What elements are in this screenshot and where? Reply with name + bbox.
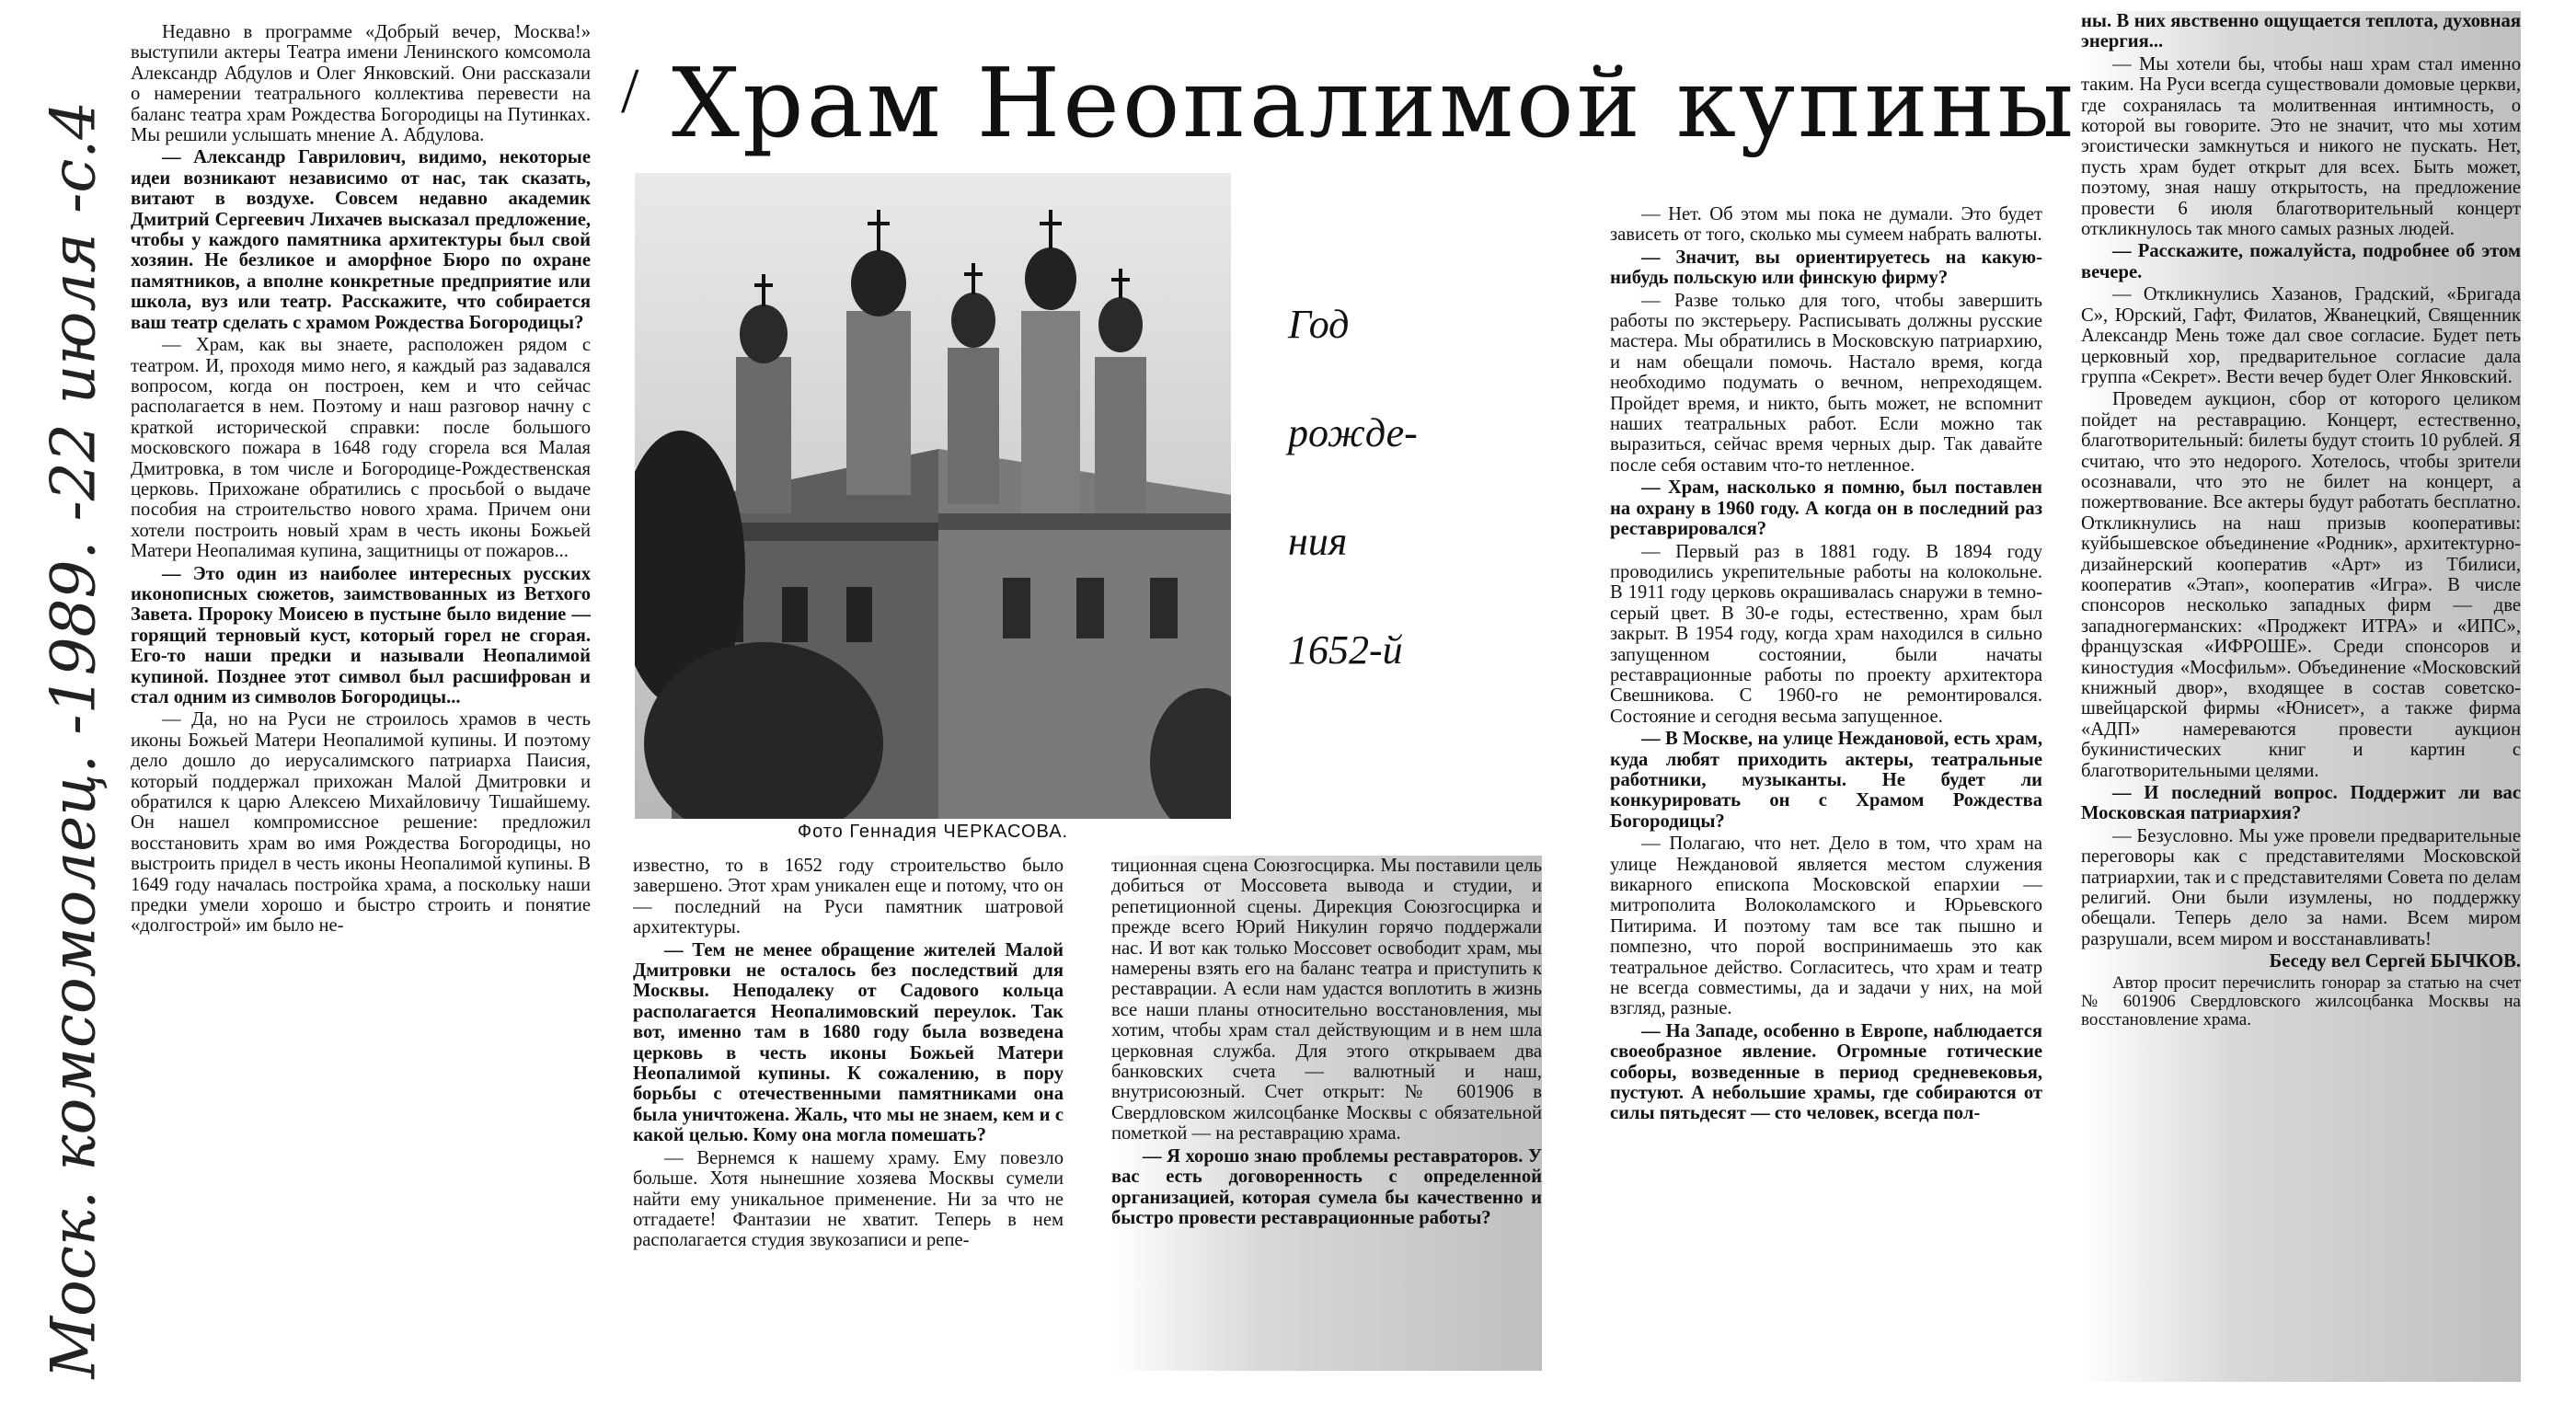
article-column-2	[633, 856, 1064, 1371]
headline-bracket-left: /	[621, 56, 639, 127]
c5-paragraph-6: — И последний вопрос. Поддержит ли вас Московская патриархия?	[2081, 783, 2521, 824]
year-text-3: ния	[1288, 519, 1348, 564]
c5-paragraph-3: — Расскажите, пожалуйста, подробнее об этом вечере.	[2081, 241, 2521, 282]
c4-paragraph-2: — Значит, вы ориентируетесь на какую-нибудь польскую или финскую фирму?	[1610, 247, 2042, 289]
c5-paragraph-2: — Мы хотели бы, чтобы наш храм стал именно таким. На Руси всегда существовали домовые церкви, где сохранялась та молитвенная интимность, о которой вы говорите. Это не значит, что мы хотим эгоистически замкнуться и никого не пускать. Нет, пусть храм будет открыт для всех. Быть может, поэтому, зная нашу открытость, на предложение провести 6 июля благотворительный концерт откликнулось так много самых разных людей.	[2081, 53, 2521, 240]
church-photo-illustration	[635, 173, 1231, 819]
church-photo	[635, 173, 1231, 819]
year-text-4: 1652-й	[1288, 627, 1403, 673]
c2-paragraph-2: — Тем не менее обращение жителей Малой Дмитровки не осталось без последствий для Москвы. Неподалеку от Садового кольца располагается Неопалимовский переулок. Так вот, именно там в 1680 году была возведена церковь в честь иконы Божьей Матери Неопалимой купины. К сожалению, в пору борьбы с отечественными памятниками она была уничтожена. Жаль, что мы не знаем, кем и с какой целью. Кому она могла помешать?	[633, 939, 1064, 1146]
c1-paragraph-2: — Александр Гаврилович, видимо, некоторые идеи возникают независимо от нас, так сказать, витают в воздухе. Совсем недавно академик Дмитрий Сергеевич Лихачев высказал предложение, чтобы у каждого памятника архитектуры был свой хозяин. Не безликое и аморфное Бюро по охране памятников, а вполне конкретные предприятие или школа, вуз или театр. Расскажите, что собирается ваш театр сделать с храмом Рождества Богородицы?	[131, 147, 591, 333]
c4-paragraph-5: — Первый раз в 1881 году. В 1894 году проводились укрепительные работы на колокольне. В 1911 году церковь окрашивалась снаружи в темно-серый цвет. В 30-е годы, естественно, храм был закрыт. В 1954 году, когда храм находился в сильно запущенном состоянии, были начаты реставрационные работы по проекту архитектора Свешникова. С 1960-го не ремонтировался. Состояние и сегодня весьма запущенное.	[1610, 541, 2042, 727]
c4-paragraph-4: — Храм, насколько я помню, был поставлен на охрану в 1960 году. А когда он в последний раз реставрировался?	[1610, 477, 2042, 540]
photo-caption: Фото Геннадия ЧЕРКАСОВА.	[797, 822, 1069, 842]
article-column-1	[131, 22, 591, 1356]
article-column-5	[2081, 11, 2521, 1382]
article-column-4	[1610, 204, 2042, 1373]
c1-paragraph-4: — Это один из наиболее интересных русских иконописных сюжетов, заимствованных из Ветхого Завета. Пророку Моисею в пустыне было видение — горящий терновый куст, который горел не сгорая. Его-то наши предки и называли Неопалимой купиной. Позднее этот символ был расшифрован и стал одним из символов Богородицы...	[131, 563, 591, 707]
c5-paragraph-5: Проведем аукцион, сбор от которого целиком пойдет на реставрацию. Концерт, естественно, благотворительный: билеты будут стоить 10 рублей. Я считаю, что это недорого. Хотелось, чтобы зрители осознавали, что это не билет на концерт, а пожертвование. Все актеры будут работать бесплатно. Откликнулись на наш призыв кооперативы: куйбышевское объединение «Родник», архитектурно-дизайнерский кооператив «Арт» из Тбилиси, кооператив «Этап», кооператив «Игра». В числе спонсоров несколько западных фирм — две западногерманских: «Проджект ИТРА» и «ИПС», французская «ИФРОШЕ». Среди спонсоров и киностудия «Мосфильм». Объединение «Московский книжный двор», входящее в состав советско-швейцарской фирмы «Юнисет», а также фирма «АДП» намереваются провести аукцион букинистических книг и картин с благотворительными целями.	[2081, 389, 2521, 781]
headline: Храм Неопалимой купины	[672, 47, 2076, 159]
handwritten-archive-note	[18, 55, 129, 1380]
year-annotation	[1288, 294, 1454, 729]
c4-paragraph-1: — Нет. Об этом мы пока не думали. Это будет зависеть от того, сколько мы сумеем набрать валюты.	[1610, 204, 2042, 246]
c5-paragraph-1: ны. В них явственно ощущается теплота, духовная энергия...	[2081, 11, 2521, 52]
c1-paragraph-5: — Да, но на Руси не строилось храмов в честь иконы Божьей Матери Неопалимой купины. И поэтому дело дошло до иерусалимского патриарха Паисия, который поддержал прихожан Малой Дмитровки и обратился к царю Алексею Михайловичу Тишайшему. Он нашел компромиссное решение: предложил восстановить храм во имя Рождества Богородицы, но выстроить придел в честь иконы Неопалимой купины. В 1649 году началась постройка храма, а поскольку наши предки умели хорошо и быстро строить и понятие «долгострой» им было не-	[131, 709, 591, 937]
c5-byline: Беседу вел Сергей БЫЧКОВ.	[2269, 951, 2521, 972]
c5-paragraph-7: — Безусловно. Мы уже провели предварительные переговоры как с представителями Московской патриархии, так и с представителями Совета по делам религий. Они были изумлены, но поддержку обещали. Теперь дело за нами. Всем миром разрушали, всем миром и восстанавливать!	[2081, 825, 2521, 949]
handwritten-note-text: Моск. комсомолец. -1989. -22 июля -с.4	[38, 100, 109, 1379]
c1-paragraph-1: Недавно в программе «Добрый вечер, Москва!» выступили актеры Театра имени Ленинского комсомола Александр Абдулов и Олег Янковский. Они рассказали о намерении театрального коллектива перевести на баланс театра храм Рождества Богородицы на Путинках. Мы решили услышать мнение А. Абдулова.	[131, 22, 591, 146]
c4-paragraph-3: — Разве только для того, чтобы завершить работы по экстерьеру. Расписывать должны русские мастера. Мы обратились в Московскую патриархию, и нам обещали помочь. Настало время, когда необходимо подумать о вечном, непреходящем. Пройдет время, и никто, быть может, не вспомнит наших театральных работ. Если можно так выразиться, сейчас время черных дыр. Так давайте после себя оставим что-то нетленное.	[1610, 290, 2042, 476]
article-column-3	[1111, 856, 1542, 1371]
year-text-1: Год	[1288, 302, 1350, 347]
c5-paragraph-4: — Откликнулись Хазанов, Градский, «Бригада С», Юрский, Гафт, Филатов, Жванецкий, Священник Александр Мень тоже дал свое согласие. Будет петь церковный хор, предварительное согласие дала группа «Секрет». Вести вечер будет Олег Янковский.	[2081, 284, 2521, 387]
c3-paragraph-2: — Я хорошо знаю проблемы реставраторов. У вас есть договоренность с определенной организацией, которая сумела бы качественно и быстро провести реставрационные работы?	[1111, 1145, 1542, 1228]
c5-author-note: Автор просит перечислить гонорар за статью на счет № 601906 Свердловского жилсоцбанка Москвы на восстановление храма.	[2081, 972, 2521, 1029]
c4-paragraph-6: — В Москве, на улице Неждановой, есть храм, куда любят приходить актеры, театральные работники, музыканты. Не будет ли конкурировать он с Храмом Рождества Богородицы?	[1610, 729, 2042, 832]
c1-paragraph-3: — Храм, как вы знаете, расположен рядом с театром. И, проходя мимо него, я каждый раз задавался вопросом, когда он построен, кем и что сейчас располагается в нем. Поэтому и наш разговор начну с краткой исторической справки: после большого московского пожара в 1648 году сгорела вся Малая Дмитровка, в том числе и Богородице-Рождественская церковь. Прихожане обратились с просьбой о выдаче пособия на строительство нового храма. Причем они хотели построить новый храм в честь иконы Божьей Матери Неопалимая купина, защитницы от пожаров...	[131, 335, 591, 562]
c3-paragraph-1: тиционная сцена Союзгосцирка. Мы поставили цель добиться от Моссовета вывода и студии, и репетиционной сцены. Дирекция Союзгосцирка и прежде всего Юрий Никулин горячо поддержали нас. И вот как только Моссовет освободит храм, мы намерены взять его на баланс театра и приступить к реставрации. А если нам удастся воплотить в жизнь все наши планы относительно восстановления, мы хотим, чтобы храм стал действующим и в нем шла церковная служба. Для этого открываем два банковских счета — валютный и наш, внутрисоюзный. Счет открыт: № 601906 в Свердловском жилсоцбанке Москвы с обязательной пометкой — на реставрацию храма.	[1111, 856, 1542, 1144]
c4-paragraph-8: — На Западе, особенно в Европе, наблюдается своеобразное явление. Огромные готические соборы, возведенные в период средневековья, пустуют. А небольшие храмы, где собираются от силы пятьдесят — сто человек, всегда пол-	[1610, 1020, 2042, 1124]
c4-paragraph-7: — Полагаю, что нет. Дело в том, что храм на улице Неждановой является местом служения викарного епископа Московской епархии — митрополита Волоколамского и Юрьевского Питирима. И поэтому там все так пышно и помпезно, что порой воспринимаешь это как театральное действо. Согласитесь, что храм и театр не всегда совместимы, да и задачи у них, на мой взгляд, разные.	[1610, 834, 2042, 1019]
c2-paragraph-3: — Вернемся к нашему храму. Ему повезло больше. Хотя нынешние хозяева Москвы сумели найти ему уникальное применение. Ни за что не отгадаете! Фантазии не хватит. Теперь в нем располагается студия звукозаписи и репе-	[633, 1147, 1064, 1251]
c2-paragraph-1: известно, то в 1652 году строительство было завершено. Этот храм уникален еще и потому, что он — последний на Руси памятник шатровой архитектуры.	[633, 856, 1064, 938]
year-text-2: рожде-	[1288, 410, 1418, 455]
